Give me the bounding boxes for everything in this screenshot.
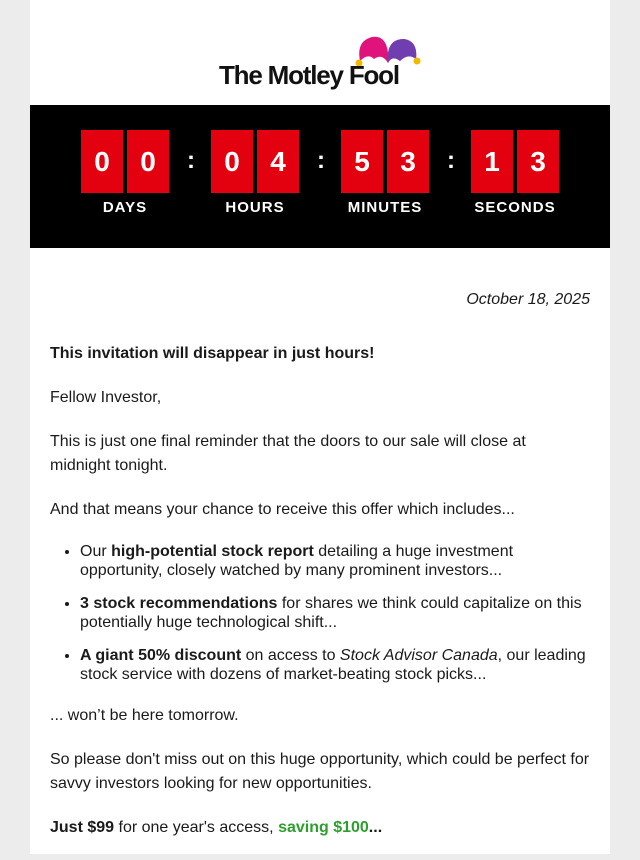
headline: This invitation will disappear in just hours! [50, 345, 375, 362]
list-item: • 3 stock recommendations for shares we think could capitalize on this potentially huge technological shift... [80, 594, 590, 632]
paragraph-4: So please don't miss out on this huge opportunity, which could be perfect for savvy investors looking for new opportunities. [50, 751, 590, 792]
email-date: October 18, 2025 [466, 291, 590, 308]
colon-separator: : [447, 147, 455, 174]
email-body [50, 288, 590, 860]
hours-digit-2: 4 [257, 130, 299, 193]
seconds-digit-1: 1 [471, 130, 513, 193]
list-item: • Our high-potential stock report detailing a huge investment opportunity, closely watched by many prominent investors... [80, 542, 590, 580]
days-digit-2: 0 [127, 130, 169, 193]
list-item: • A giant 50% discount on access to Stock Advisor Canada, our leading stock service with dozens of market-beating stock picks... [80, 646, 590, 684]
paragraph-1: This is just one final reminder that the doors to our sale will close at midnight tonight. [50, 433, 526, 474]
minutes-digit-2: 3 [387, 130, 429, 193]
brand-wordmark: The Motley Fool [219, 60, 399, 90]
header-logo[interactable] [30, 0, 610, 105]
countdown-timer [30, 105, 610, 248]
seconds-label: SECONDS [474, 199, 556, 216]
colon-separator: : [187, 147, 195, 174]
seconds-digit-2: 3 [517, 130, 559, 193]
offer-list [50, 542, 590, 684]
paragraph-3: ... won’t be here tomorrow. [50, 707, 239, 724]
days-label: DAYS [102, 199, 148, 216]
colon-separator: : [317, 147, 325, 174]
minutes-label: MINUTES [347, 199, 423, 216]
greeting: Fellow Investor, [50, 389, 162, 406]
paragraph-2: And that means your chance to receive this offer which includes... [50, 501, 515, 518]
email-card [30, 0, 610, 854]
hours-label: HOURS [225, 199, 285, 216]
price-line: Just $99 for one year's access, saving $100... [50, 819, 383, 836]
days-digit-1: 0 [81, 130, 123, 193]
hours-digit-1: 0 [211, 130, 253, 193]
minutes-digit-1: 5 [341, 130, 383, 193]
